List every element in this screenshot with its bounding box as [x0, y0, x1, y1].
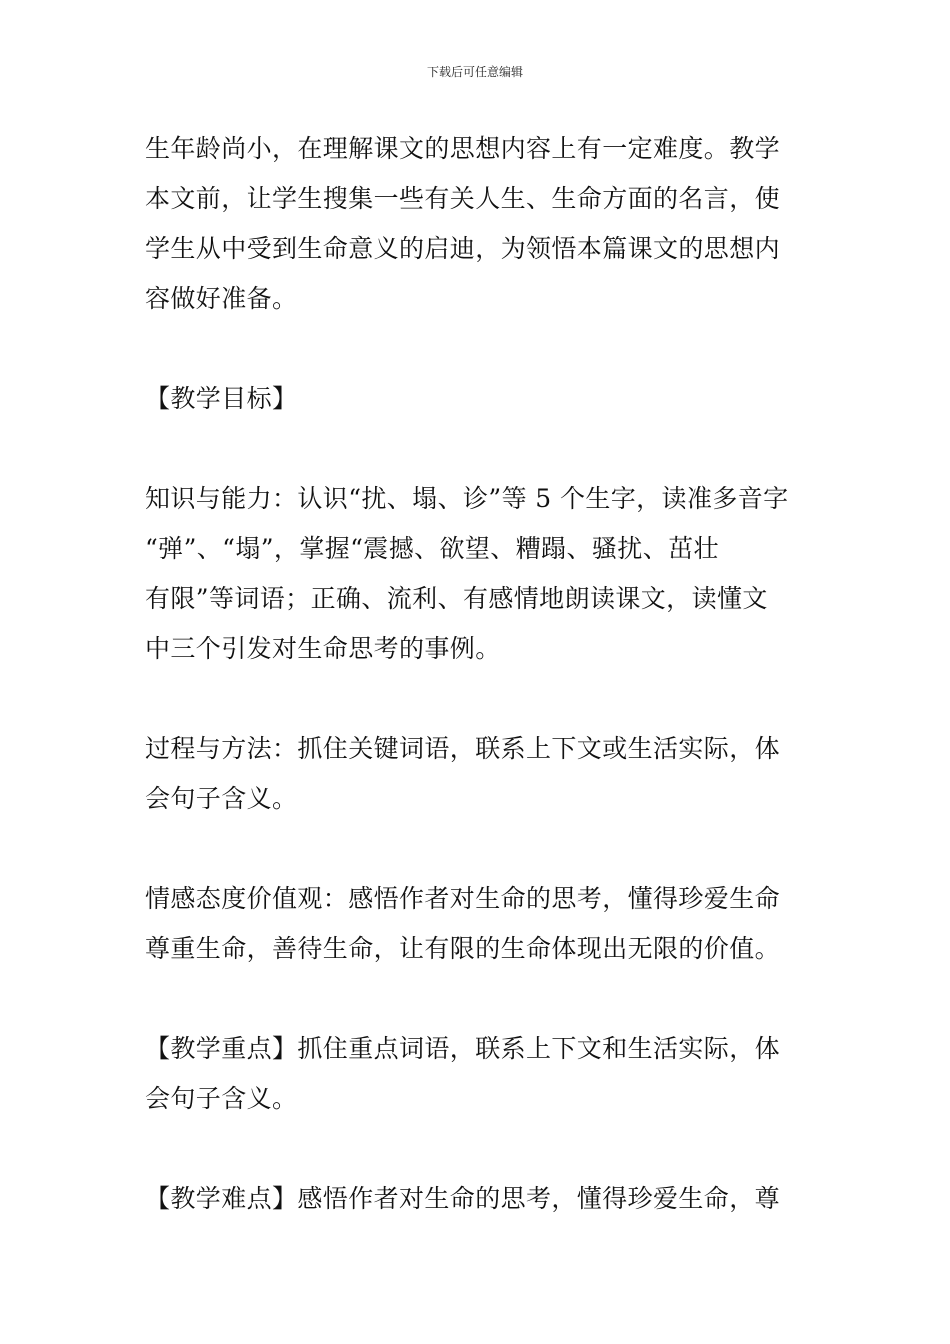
text-line: 会句子含义。	[145, 1084, 298, 1113]
paragraph-knowledge-ability	[145, 474, 809, 674]
text-line: 知识与能力：认识“扰、塌、诊”等 5 个生字，读准多音字	[145, 484, 789, 513]
text-line: 情感态度价值观：感悟作者对生命的思考，懂得珍爱生命	[145, 884, 781, 913]
document-body	[145, 124, 809, 1224]
page-header: 下载后可任意编辑	[426, 65, 523, 79]
text-line: 【教学目标】	[145, 384, 298, 413]
text-line: 中三个引发对生命思考的事例。	[145, 634, 501, 663]
text-line: 容做好准备。	[145, 284, 298, 313]
paragraph-process-method	[145, 724, 809, 824]
paragraph-spacer	[145, 824, 809, 874]
text-line: 有限”等词语；正确、流利、有感情地朗读课文，读懂文	[145, 584, 768, 613]
paragraph-spacer	[145, 324, 809, 374]
text-line: 生年龄尚小，在理解课文的思想内容上有一定难度。教学	[145, 134, 781, 163]
paragraph-spacer	[145, 424, 809, 474]
paragraph-spacer	[145, 1124, 809, 1174]
text-line: 本文前，让学生搜集一些有关人生、生命方面的名言，使	[145, 184, 781, 213]
paragraph-spacer	[145, 974, 809, 1024]
text-line: 过程与方法：抓住关键词语，联系上下文或生活实际，体	[145, 734, 781, 763]
text-line: 【教学难点】感悟作者对生命的思考，懂得珍爱生命，尊	[145, 1184, 781, 1213]
text-line: 【教学重点】抓住重点词语，联系上下文和生活实际，体	[145, 1034, 781, 1063]
paragraph-intro	[145, 124, 809, 324]
paragraph-spacer	[145, 674, 809, 724]
text-line: 会句子含义。	[145, 784, 298, 813]
text-line: “弹”、“塌”，掌握“震撼、欲望、糟蹋、骚扰、茁壮	[145, 534, 719, 563]
text-line: 尊重生命，善待生命，让有限的生命体现出无限的价值。	[145, 934, 781, 963]
heading-teaching-goals	[145, 374, 809, 424]
paragraph-emotion-values	[145, 874, 809, 974]
paragraph-teaching-focus	[145, 1024, 809, 1124]
text-line: 学生从中受到生命意义的启迪，为领悟本篇课文的思想内	[145, 234, 781, 263]
paragraph-teaching-difficulty	[145, 1174, 809, 1224]
